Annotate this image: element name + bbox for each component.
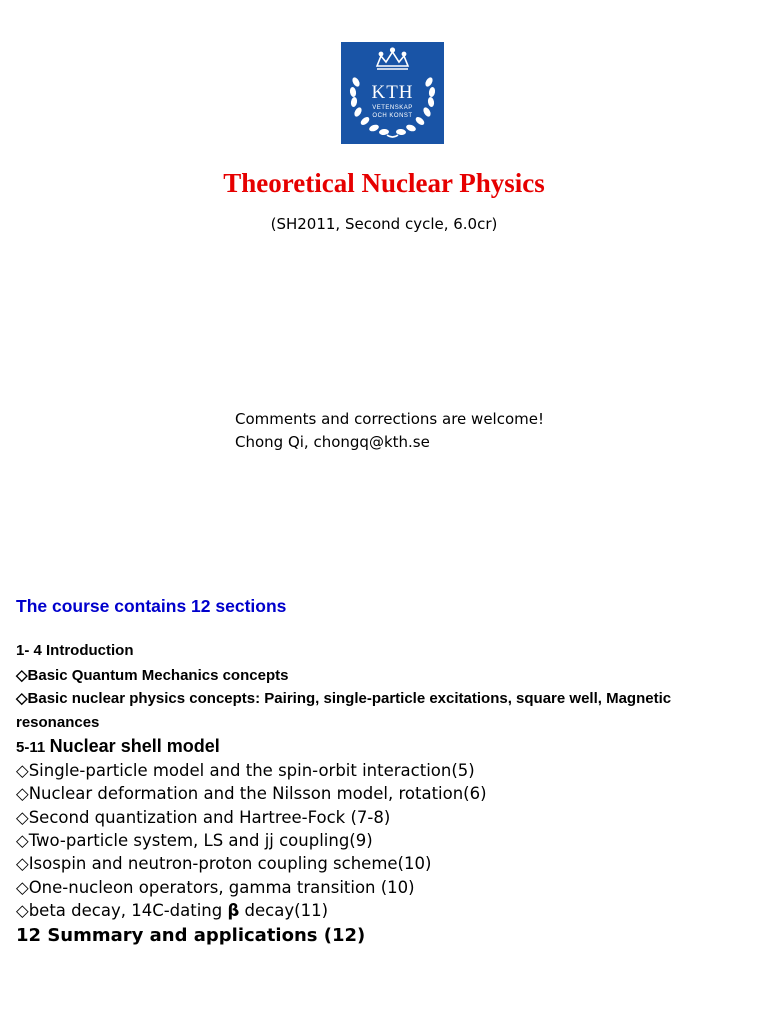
summary-heading: 12 Summary and applications (12) bbox=[16, 925, 366, 946]
shell-item: ◇Two-particle system, LS and jj coupling(9) bbox=[16, 831, 373, 850]
shell-item: ◇Second quantization and Hartree-Fock (7-8) bbox=[16, 808, 391, 827]
beta-symbol: β bbox=[227, 901, 240, 920]
logo-motto-line1: VETENSKAP bbox=[372, 105, 413, 111]
shell-item: ◇Isospin and neutron-proton coupling scheme(10) bbox=[16, 854, 432, 873]
intro-item-nuclear: ◇Basic nuclear physics concepts: Pairing, single-particle excitations, square well, Magnetic resonances bbox=[16, 690, 672, 731]
comments-note: Comments and corrections are welcome! bbox=[235, 410, 544, 428]
logo-motto-line2: OCH KONST bbox=[372, 113, 413, 119]
shell-model-title: Nuclear shell model bbox=[49, 736, 220, 756]
intro-item-qm: ◇Basic Quantum Mechanics concepts bbox=[16, 667, 289, 684]
beta-item-prefix: ◇beta decay, 14C-dating bbox=[16, 901, 228, 920]
course-heading: The course contains 12 sections bbox=[16, 596, 287, 616]
shell-item: ◇Single-particle model and the spin-orbit interaction(5) bbox=[16, 761, 475, 780]
shell-item: ◇One-nucleon operators, gamma transition (10) bbox=[16, 878, 415, 897]
shell-item-beta-decay bbox=[16, 901, 328, 920]
contact-block bbox=[235, 408, 544, 454]
intro-heading: 1- 4 Introduction bbox=[16, 642, 134, 659]
logo-wordmark: KTH bbox=[371, 82, 414, 103]
shell-model-heading bbox=[16, 736, 220, 757]
beta-item-suffix: decay(11) bbox=[239, 901, 328, 920]
course-code: (SH2011, Second cycle, 6.0cr) bbox=[270, 215, 498, 233]
author-contact: Chong Qi, chongq@kth.se bbox=[235, 433, 430, 451]
kth-logo bbox=[341, 42, 444, 144]
shell-model-number: 5-11 bbox=[16, 739, 46, 756]
shell-item: ◇Nuclear deformation and the Nilsson model, rotation(6) bbox=[16, 784, 487, 803]
page-title: Theoretical Nuclear Physics bbox=[223, 168, 545, 198]
